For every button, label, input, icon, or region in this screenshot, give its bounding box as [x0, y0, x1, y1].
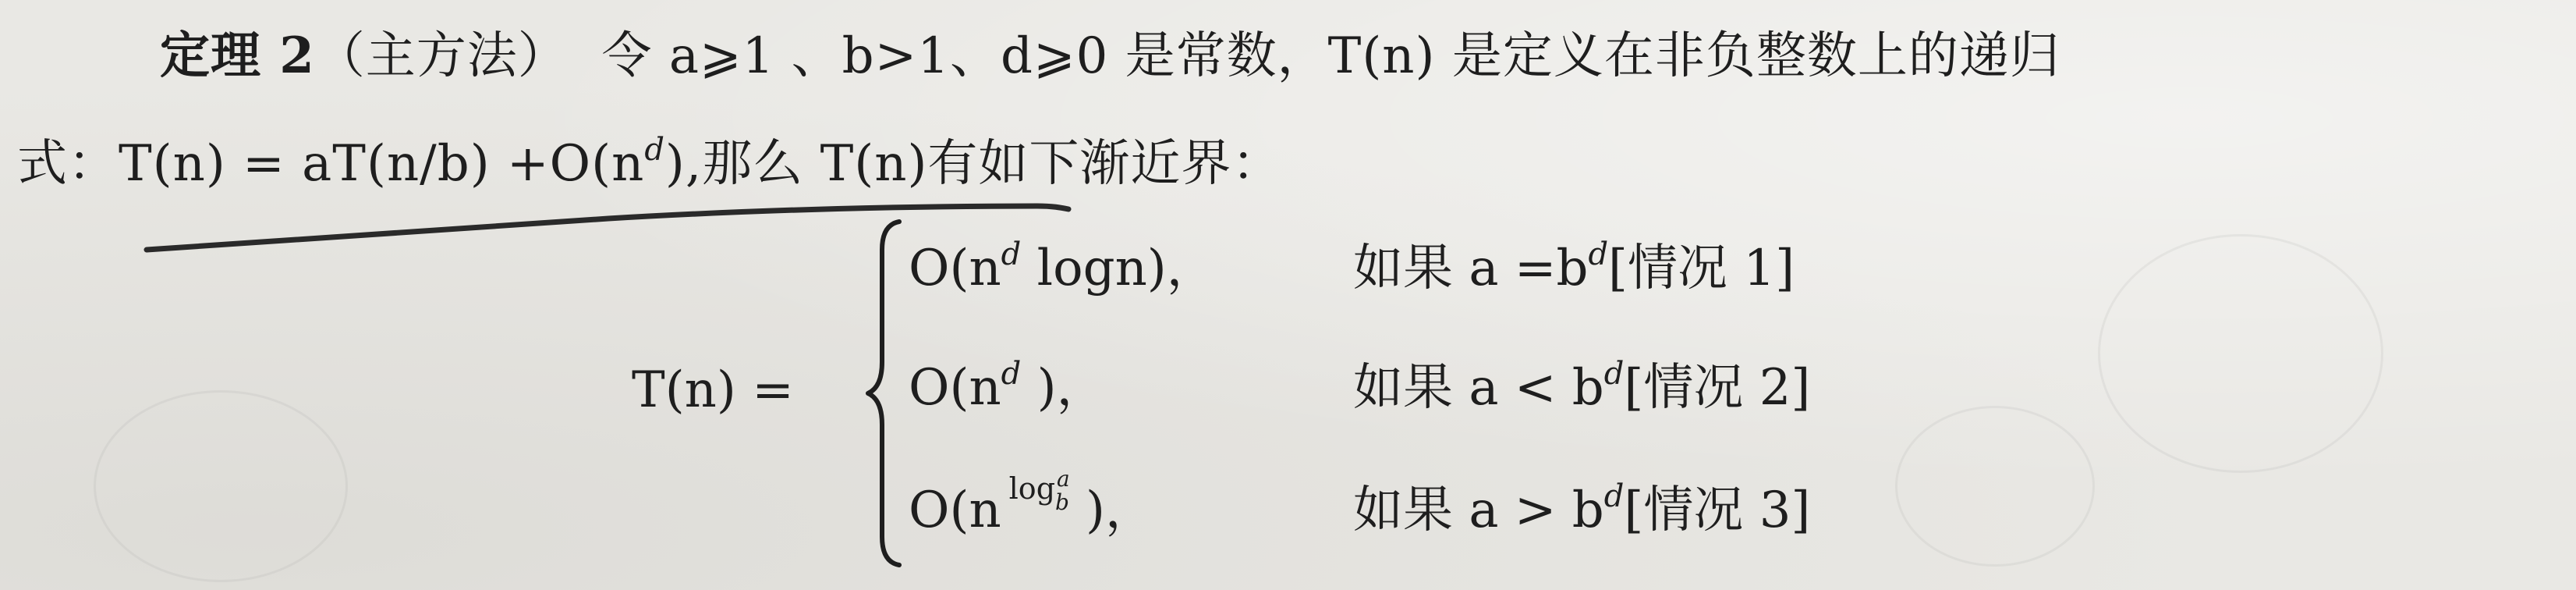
theorem-condition: 令 a⩾1 、b>1、d⩾0 是常数，T(n) 是定义在非负整数上的递归 — [601, 27, 2060, 85]
case-3-log-base: b — [1055, 489, 1069, 515]
case-1-expr-start: O(n — [909, 240, 1001, 297]
case-2-cond-exponent: d — [1603, 356, 1625, 392]
case-1-expression — [909, 236, 1217, 297]
case-1-expr-end: logn)， — [1021, 240, 1217, 297]
bleed-through-circle — [1895, 406, 2095, 567]
case-3-log-arg: a — [1056, 466, 1070, 492]
case-3-cond-text: 如果 a > b — [1353, 482, 1604, 539]
theorem-conclusion: ),那么 T(n)有如下渐近界： — [664, 135, 1283, 193]
theorem-label: 定理 2 — [160, 27, 315, 85]
case-3-expression — [909, 466, 1155, 539]
case-2-condition — [1353, 356, 1811, 417]
case-2-expr-exponent: d — [1001, 356, 1022, 392]
recurrence-exponent: d — [644, 132, 665, 168]
theorem-statement-line-2 — [17, 132, 1283, 193]
case-3-condition — [1353, 478, 1811, 539]
case-1-condition — [1353, 236, 1795, 297]
case-3-cond-exponent: d — [1603, 478, 1625, 514]
case-3-log-text: log — [1008, 471, 1056, 506]
case-1-expr-exponent: d — [1001, 236, 1022, 272]
case-3-expr-start: O(n — [909, 482, 1001, 539]
piecewise-lhs: T(n) = — [632, 361, 794, 419]
case-2-expr-start: O(n — [909, 359, 1001, 417]
bleed-through-circle — [2098, 234, 2383, 473]
case-3-log-exponent — [1008, 466, 1070, 515]
bleed-through-circle — [94, 390, 348, 582]
theorem-name: （主方法） — [314, 27, 569, 85]
case-1-cond-text: 如果 a =b — [1353, 240, 1589, 297]
case-3-tag: [情况 3] — [1624, 482, 1811, 539]
piecewise-brace — [862, 217, 909, 568]
case-3-expr-end: )， — [1069, 482, 1155, 539]
theorem-statement-line-1 — [160, 27, 2060, 85]
case-2-expression — [909, 356, 1107, 417]
case-1-tag: [情况 1] — [1608, 240, 1795, 297]
recurrence-formula: 式：T(n) = aT(n/b) +O(n — [17, 135, 645, 193]
case-2-tag: [情况 2] — [1624, 359, 1811, 417]
case-2-cond-text: 如果 a < b — [1353, 359, 1604, 417]
case-2-expr-end: )， — [1021, 359, 1107, 417]
case-1-cond-exponent: d — [1588, 236, 1609, 272]
